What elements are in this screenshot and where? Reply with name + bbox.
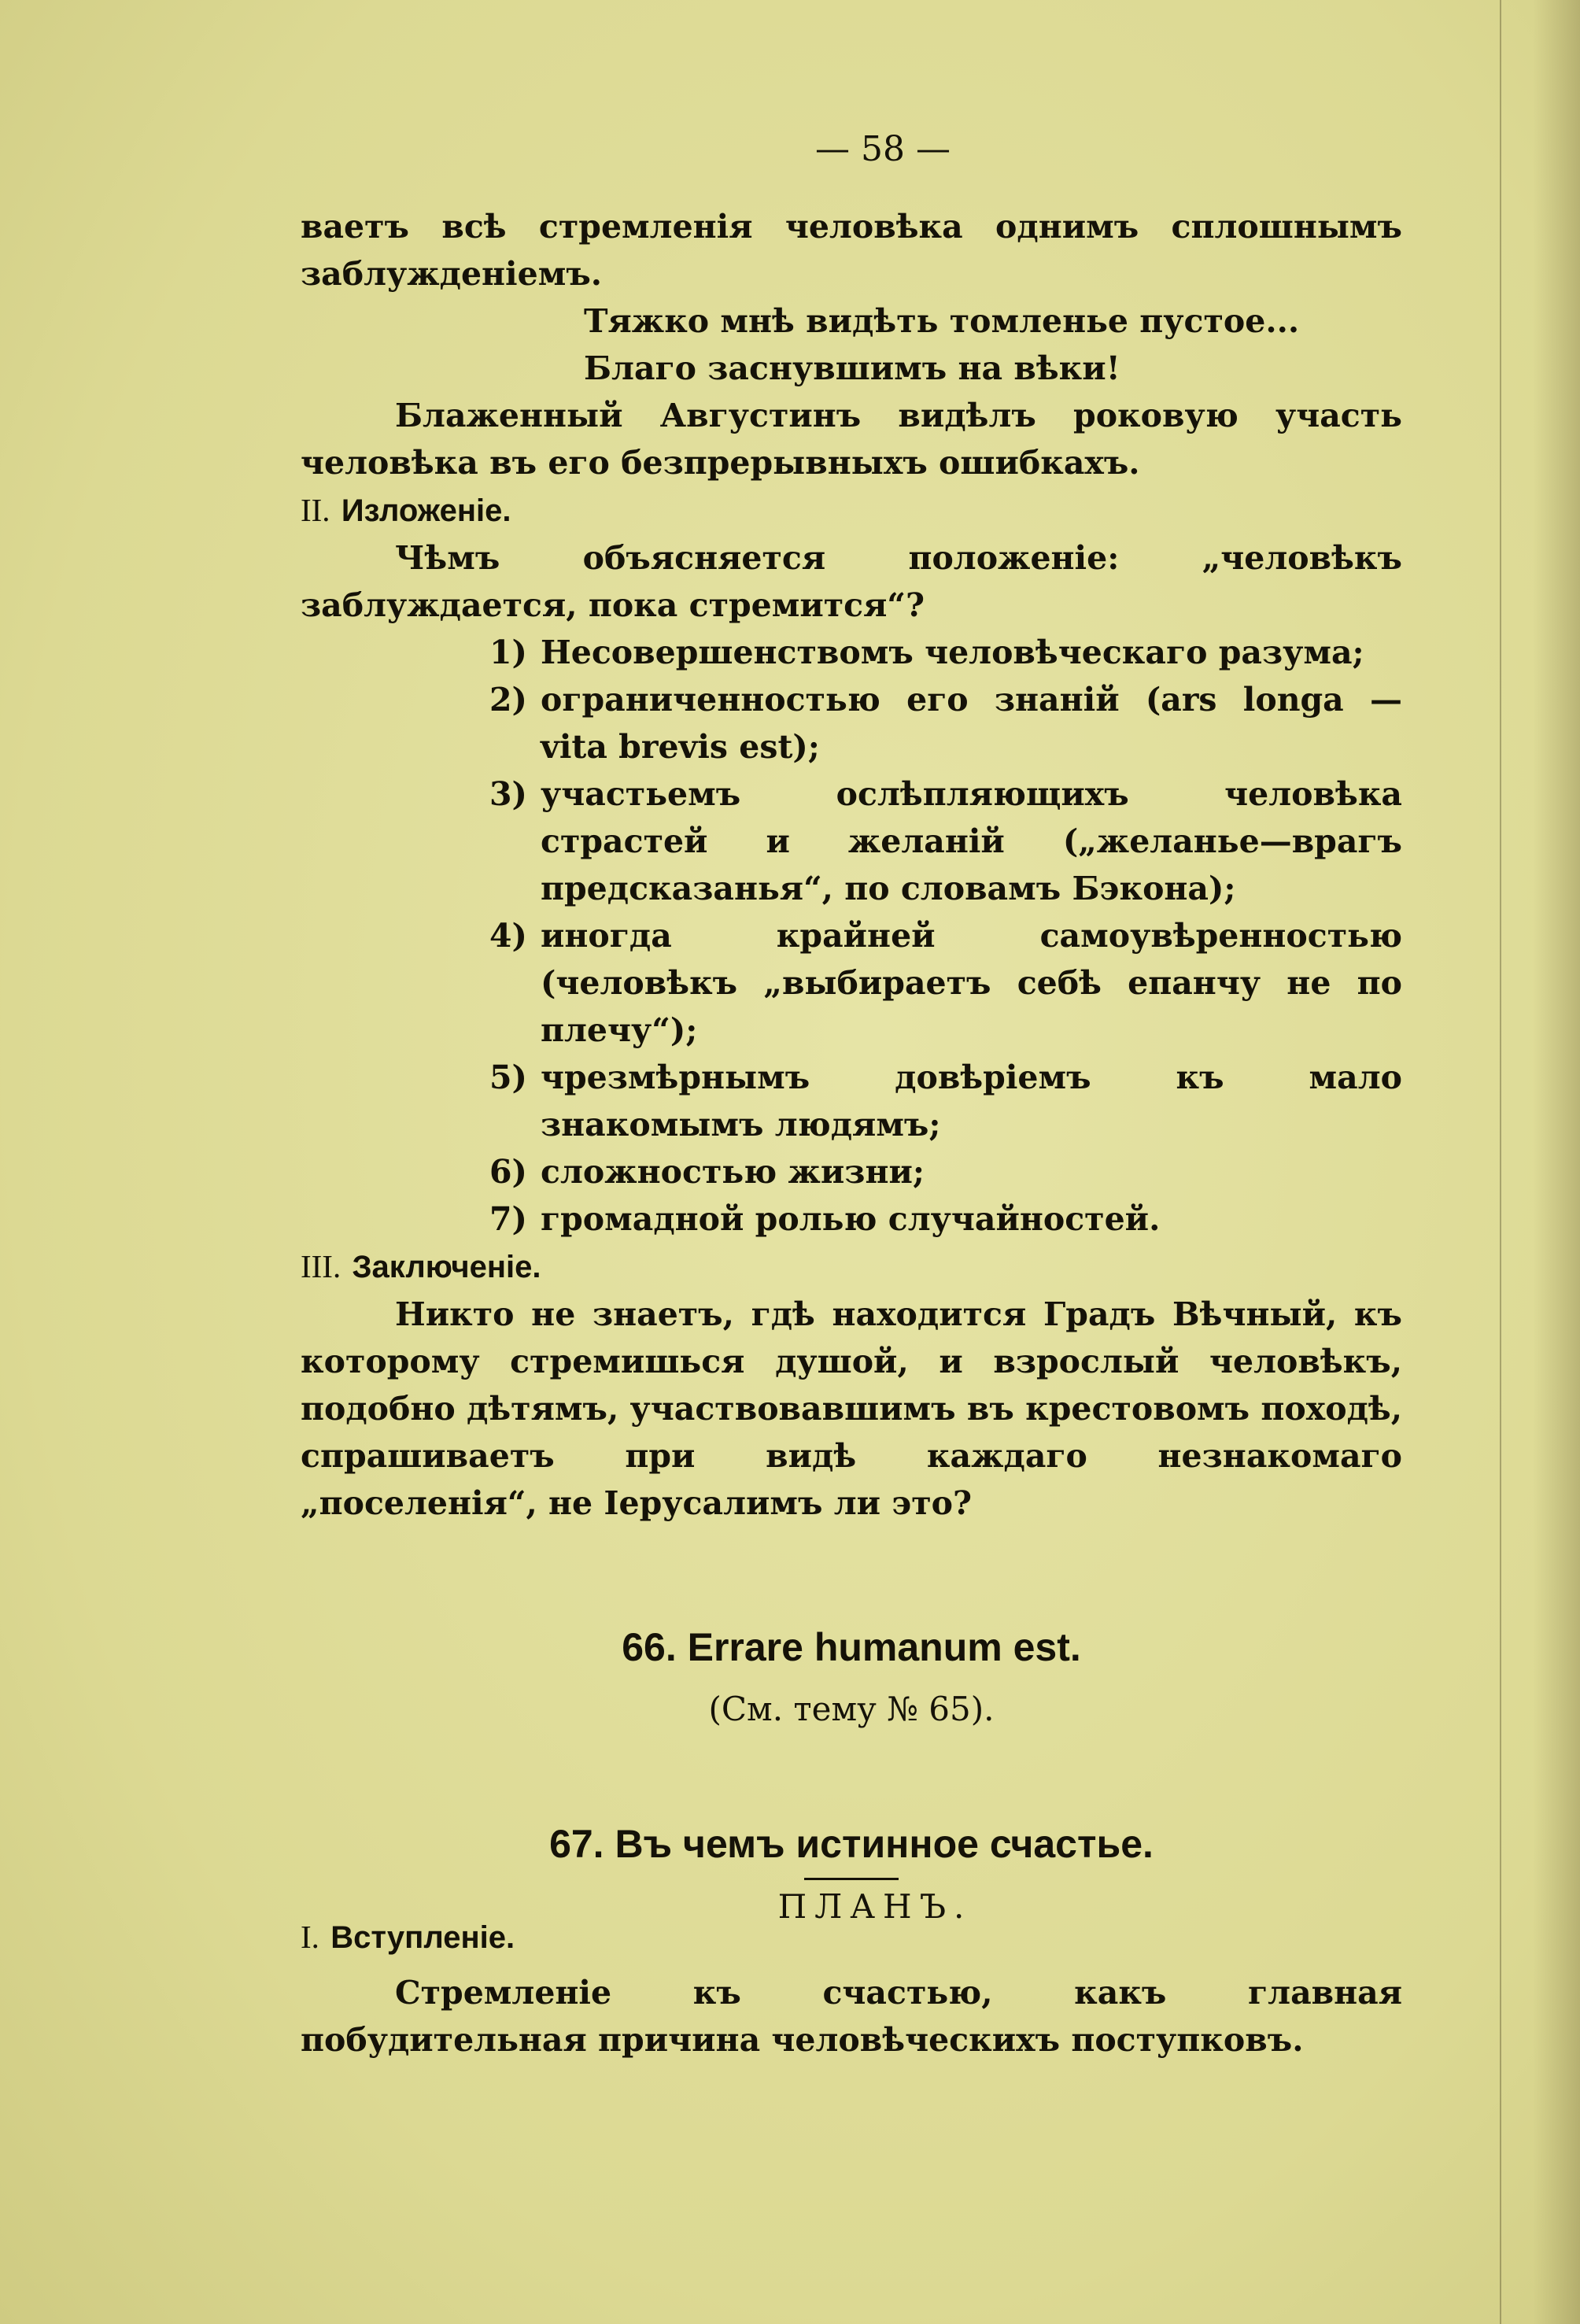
paragraph-continuation: ваетъ всѣ стремленія человѣка однимъ сплошнымъ заблужденіемъ. xyxy=(301,208,1402,293)
verse-line-1: Тяжко мнѣ видѣть томленье пустое... xyxy=(584,302,1300,340)
verse-line-2: Благо заснувшимъ на вѣки! xyxy=(584,349,1120,387)
list-item-number: 1) xyxy=(489,634,527,671)
list-item xyxy=(301,770,1402,912)
list-item-number: 7) xyxy=(489,1200,527,1238)
list-item-text: громадной ролью случайностей. xyxy=(541,1200,1161,1238)
list-item xyxy=(301,1195,1402,1243)
list-item xyxy=(301,912,1402,1054)
topic-66-reference: (См. тему № 65). xyxy=(708,1690,995,1728)
list-item-number: 3) xyxy=(489,775,527,813)
list-item-text: Несовершенствомъ человѣческаго разума; xyxy=(541,634,1364,671)
section-numeral: II. xyxy=(301,492,330,528)
list-item-text: чрезмѣрнымъ довѣріемъ къ мало знакомымъ людямъ; xyxy=(541,1059,1402,1144)
list-item-text: сложностью жизни; xyxy=(541,1153,925,1191)
list-item-number: 6) xyxy=(489,1153,527,1191)
section-numeral: III. xyxy=(301,1248,341,1284)
text-column xyxy=(301,126,1402,2064)
section-title: Изложеніе. xyxy=(341,493,511,528)
page-edge-shadow xyxy=(1533,0,1580,2324)
topic-67-title: 67. Въ чемъ истинное счастье. xyxy=(549,1822,1154,1866)
list-item xyxy=(301,676,1402,770)
page-number: — 58 — xyxy=(815,129,951,169)
page-edge-line xyxy=(1500,0,1501,2324)
topic-66-title: 66. Errare humanum est. xyxy=(622,1625,1081,1669)
conclusion-text: Никто не знаетъ, гдѣ находится Градъ Вѣчный, къ которому стремишься душой, и взрослый человѣкъ, подобно дѣтямъ, участвовавшимъ въ крестовомъ походѣ, спрашиваетъ при видѣ каждаго незнакомаго „поселенія“, не Іерусалимъ ли это? xyxy=(301,1295,1402,1522)
divider-rule xyxy=(804,1878,899,1880)
list-item xyxy=(301,629,1402,676)
reasons-list xyxy=(301,629,1402,1243)
list-item-number: 2) xyxy=(489,681,527,719)
list-item xyxy=(301,1148,1402,1195)
introduction-text: Стремленіе къ счастью, какъ главная побудительная причина человѣческихъ поступковъ. xyxy=(301,1974,1402,2059)
section-heading-exposition xyxy=(301,486,1402,534)
list-item-text: участьемъ ослѣпляющихъ человѣка страстей и желаній („желанье—врагъ предсказанья“, по словамъ Бэкона); xyxy=(541,775,1402,907)
list-item xyxy=(301,1054,1402,1148)
section-numeral: I. xyxy=(301,1919,319,1955)
paragraph-augustine: Блаженный Августинъ видѣлъ роковую участь человѣка въ его безпрерывныхъ ошибкахъ. xyxy=(301,397,1402,482)
section-title: Заключеніе. xyxy=(352,1250,541,1284)
list-item-number: 5) xyxy=(489,1059,527,1096)
exposition-intro: Чѣмъ объясняется положеніе: „человѣкъ заблуждается, пока стремится“? xyxy=(301,539,1402,624)
plan-heading: ПЛАНЪ. xyxy=(777,1887,973,1926)
list-item-text: ограниченностью его знаній (ars longa — vita brevis est); xyxy=(541,681,1402,766)
list-item-text: иногда крайней самоувѣренностью (человѣкъ „выбираетъ себѣ епанчу не по плечу“); xyxy=(541,917,1402,1049)
list-item-number: 4) xyxy=(489,917,527,955)
section-title: Вступленіе. xyxy=(330,1920,515,1955)
section-heading-conclusion xyxy=(301,1243,1402,1291)
